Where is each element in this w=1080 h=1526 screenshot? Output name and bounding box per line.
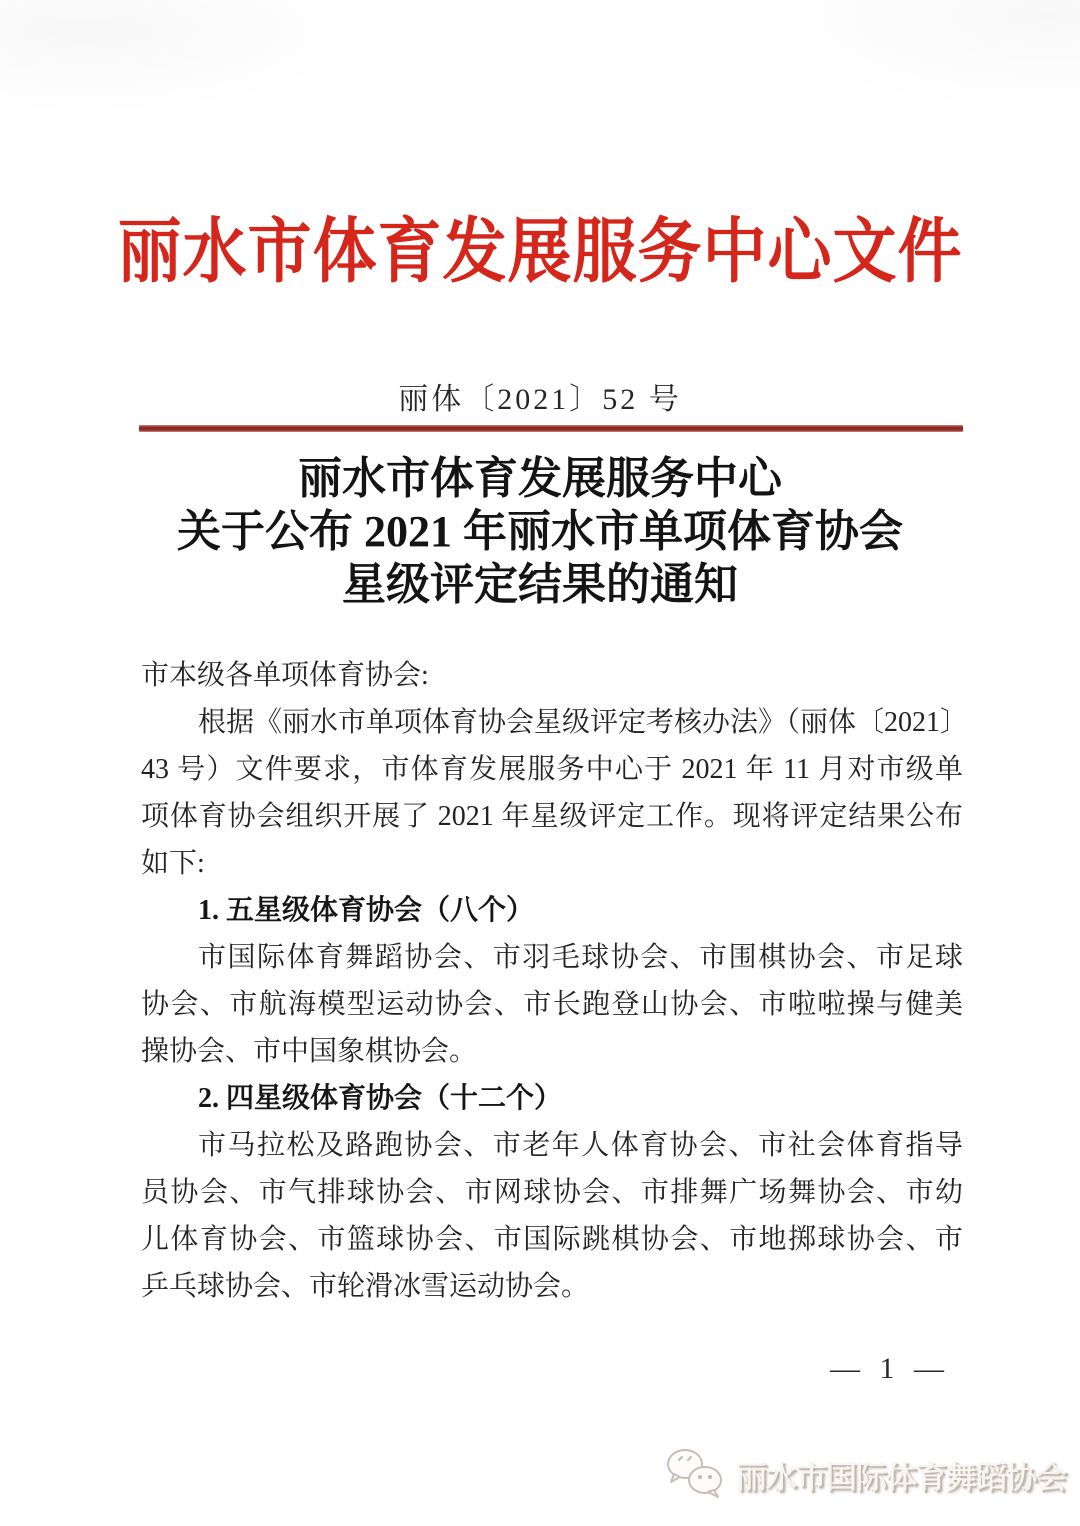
body-line: 项体育协会组织开展了 2021 年星级评定工作。现将评定结果公布 xyxy=(141,801,963,832)
body-line: 43 号）文件要求，市体育发展服务中心于 2021 年 11 月对市级单 xyxy=(141,754,963,785)
document-title-line: 星级评定结果的通知 xyxy=(342,560,738,609)
document-title-line: 丽水市体育发展服务中心 xyxy=(298,454,782,503)
body-line: 协会、市航海模型运动协会、市长跑登山协会、市啦啦操与健美 xyxy=(141,989,963,1020)
body-line: 儿体育协会、市篮球协会、市国际跳棋协会、市地掷球协会、市 xyxy=(141,1224,963,1255)
body-line: 如下: xyxy=(141,848,205,879)
body-line: 市马拉松及路跑协会、市老年人体育协会、市社会体育指导 xyxy=(198,1130,963,1161)
body-line: 操协会、市中国象棋协会。 xyxy=(141,1036,478,1067)
body-line: 市本级各单项体育协会: xyxy=(141,660,429,691)
document-title xyxy=(100,452,980,611)
body-line: 根据《丽水市单项体育协会星级评定考核办法》（丽体〔2021〕 xyxy=(198,707,969,738)
watermark xyxy=(664,1446,1066,1502)
section-heading-line: 1. 五星级体育协会（八个） xyxy=(198,895,535,926)
wechat-bubbles-icon xyxy=(664,1446,728,1502)
body-line: 员协会、市气排球协会、市网球协会、市排舞广场舞协会、市幼 xyxy=(141,1177,963,1208)
page-number: — 1 — xyxy=(830,1352,950,1385)
section-heading-line: 2. 四星级体育协会（十二个） xyxy=(198,1083,563,1114)
body-text xyxy=(141,652,969,1310)
document-number: 丽体〔2021〕52 号 xyxy=(398,383,682,416)
red-divider-line xyxy=(139,425,963,432)
document-header-title: 丽水市体育发展服务中心文件 xyxy=(117,213,963,292)
watermark-text: 丽水市国际体育舞蹈协会 xyxy=(736,1459,1066,1495)
body-line: 市国际体育舞蹈协会、市羽毛球协会、市围棋协会、市足球 xyxy=(198,942,963,973)
document-title-line: 关于公布 2021 年丽水市单项体育协会 xyxy=(177,507,903,556)
body-line: 乒乓球协会、市轮滑冰雪运动协会。 xyxy=(141,1271,590,1302)
